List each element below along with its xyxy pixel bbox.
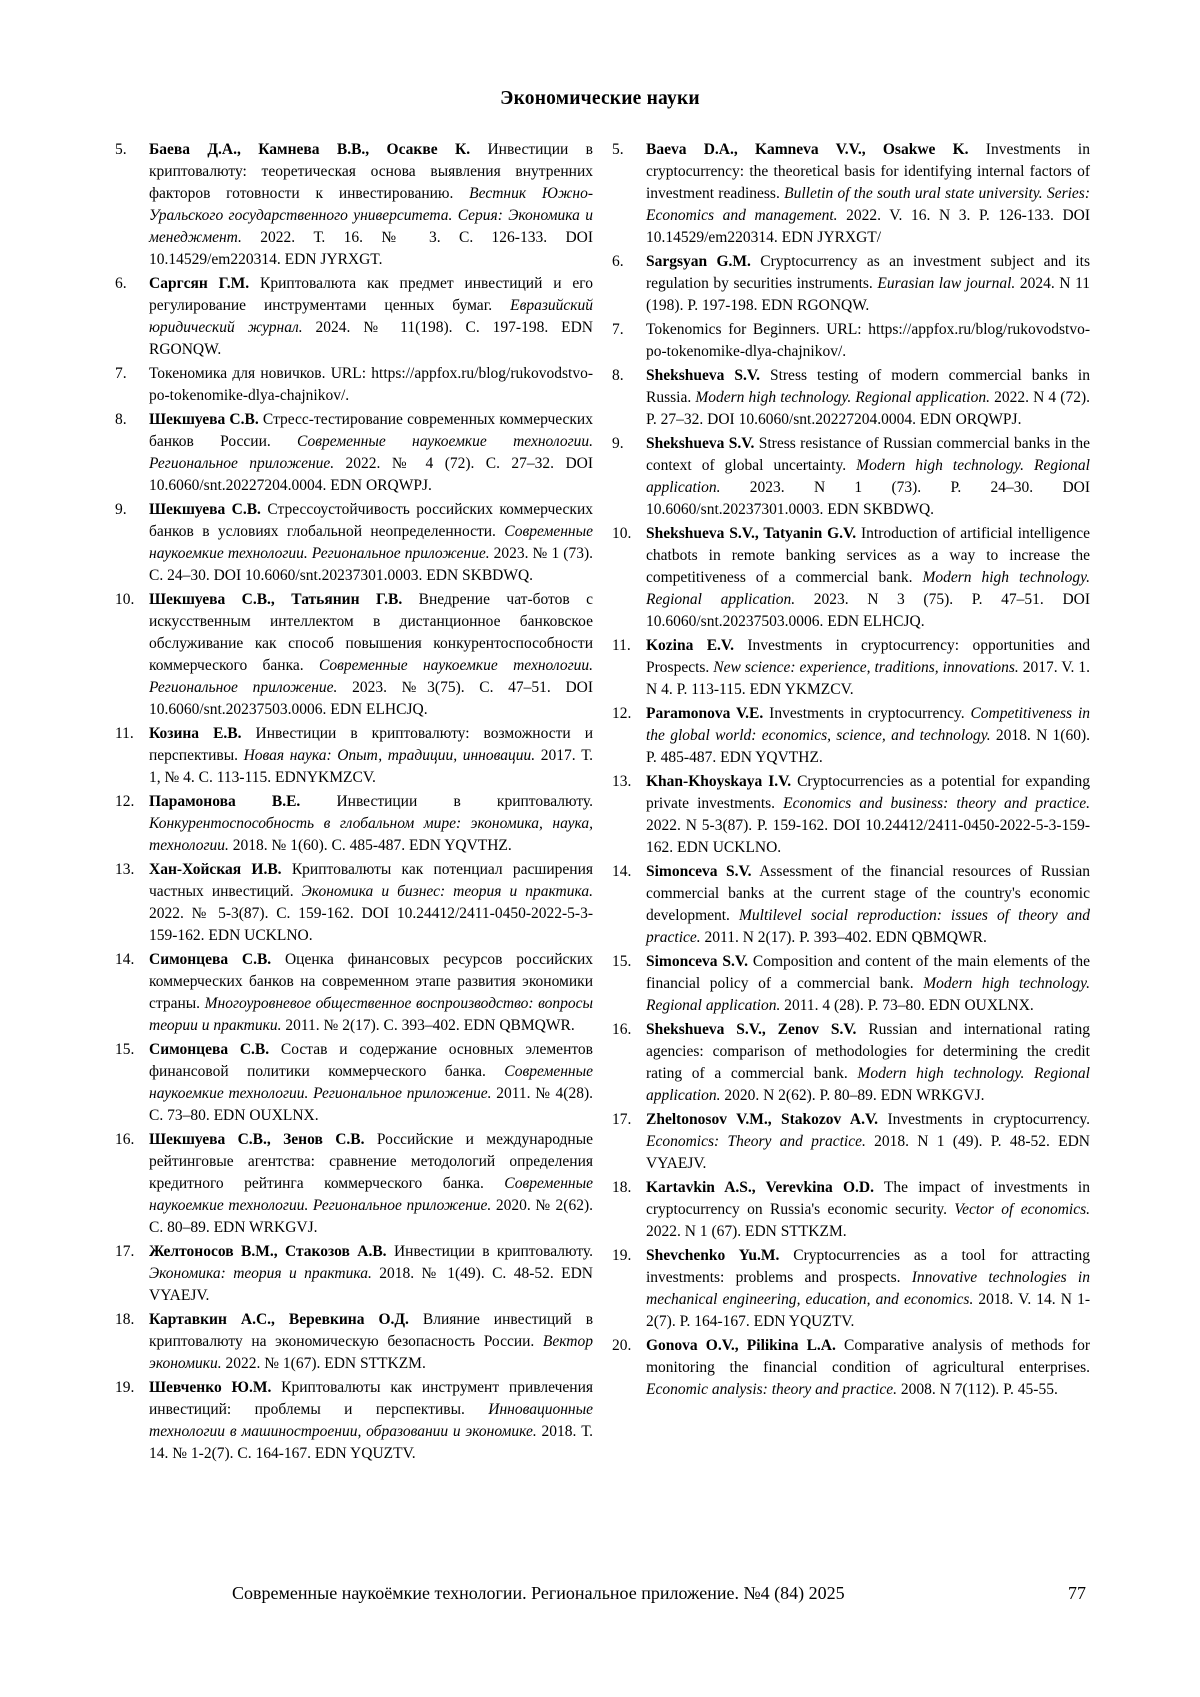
reference-number: 5. bbox=[115, 141, 127, 158]
reference-item bbox=[115, 139, 593, 271]
reference-title: Russian and international rating agencies: comparison of methodologies for determining the credit rating of a commercial bank. bbox=[646, 1021, 1090, 1082]
reference-item bbox=[115, 1377, 593, 1465]
reference-authors: Шекшуева С.В. bbox=[149, 411, 259, 428]
reference-text bbox=[646, 951, 1090, 1017]
reference-source: Современные наукоемкие технологии. Региональное приложение. bbox=[149, 433, 593, 472]
reference-item bbox=[115, 363, 593, 407]
reference-source: Инновационные технологии в машиностроении, образовании и экономике. bbox=[149, 1401, 593, 1440]
reference-source: Modern high technology. Regional application. bbox=[646, 1065, 1090, 1104]
references-english bbox=[612, 139, 1090, 1403]
reference-item bbox=[612, 523, 1090, 633]
section-title: Экономические науки bbox=[500, 88, 700, 109]
reference-details: 2011. 4 (28). P. 73–80. EDN OUXLNX. bbox=[780, 997, 1034, 1014]
reference-item bbox=[612, 1177, 1090, 1243]
reference-item bbox=[115, 949, 593, 1037]
reference-text bbox=[149, 723, 593, 789]
references-russian bbox=[115, 139, 593, 1467]
reference-text bbox=[149, 1039, 593, 1127]
reference-item bbox=[612, 771, 1090, 859]
reference-details: 2022. № 5-3(87). С. 159-162. DOI 10.24412/2411-0450-2022-5-3-159-162. EDN UCKLNO. bbox=[149, 905, 593, 944]
reference-details: 2020. N 2(62). P. 80–89. EDN WRKGVJ. bbox=[720, 1087, 985, 1104]
reference-text bbox=[149, 499, 593, 587]
reference-authors: Парамонова В.Е. bbox=[149, 793, 301, 810]
reference-details: 2011. № 2(17). С. 393–402. EDN QBMQWR. bbox=[281, 1017, 575, 1034]
reference-title: Инвестиции в криптовалюту: теоретическая основа выявления внутренних факторов готовности к инвестированию. bbox=[149, 141, 593, 202]
reference-authors: Gonova O.V., Pilikina L.A. bbox=[646, 1337, 836, 1354]
reference-details: 2022. N 4 (72). P. 27–32. DOI 10.6060/snt.20227204.0004. EDN ORQWPJ. bbox=[646, 389, 1090, 428]
reference-title: Инвестиции в криптовалюту. bbox=[300, 793, 593, 810]
reference-title: Криптовалюта как предмет инвестиций и его регулирование инструментами ценных бумаг. bbox=[149, 275, 593, 314]
reference-number: 17. bbox=[612, 1111, 632, 1128]
reference-details: 2018. N 1 (49). P. 48-52. EDN VYAEJV. bbox=[646, 1133, 1090, 1172]
reference-source: Economics and business: theory and practice. bbox=[783, 795, 1090, 812]
reference-title: Стресс-тестирование современных коммерческих банков России. bbox=[149, 411, 593, 450]
reference-authors: Zheltonosov V.M., Stakozov A.V. bbox=[646, 1111, 879, 1128]
reference-source: Современные наукоемкие технологии. Региональное приложение. bbox=[149, 657, 594, 696]
reference-authors: Simonceva S.V. bbox=[646, 953, 748, 970]
reference-details: 2024. № 11(198). С. 197-198. EDN RGONQW. bbox=[149, 319, 593, 358]
reference-text bbox=[149, 1309, 593, 1375]
reference-item bbox=[612, 139, 1090, 249]
reference-text bbox=[149, 363, 593, 407]
reference-item bbox=[612, 1245, 1090, 1333]
reference-text bbox=[646, 1335, 1090, 1401]
reference-source: Современные наукоемкие технологии. Региональное приложение. bbox=[149, 523, 593, 562]
reference-authors: Simonceva S.V. bbox=[646, 863, 752, 880]
reference-text bbox=[646, 703, 1090, 769]
reference-number: 16. bbox=[612, 1021, 632, 1038]
reference-number: 13. bbox=[115, 861, 135, 878]
reference-title: Состав и содержание основных элементов финансовой политики коммерческого банка. bbox=[149, 1041, 593, 1080]
reference-source: New science: experience, traditions, innovations. bbox=[713, 659, 1019, 676]
reference-number: 9. bbox=[115, 501, 127, 518]
reference-text bbox=[149, 409, 593, 497]
reference-number: 8. bbox=[115, 411, 127, 428]
reference-title: Стрессоустойчивость российских коммерческих банков в условиях глобальной неопределенности. bbox=[149, 501, 593, 540]
reference-details: 2018. № 1(60). С. 485-487. EDN YQVTHZ. bbox=[228, 837, 512, 854]
reference-text bbox=[646, 861, 1090, 949]
reference-details: 2020. № 2(62). С. 80–89. EDN WRKGVJ. bbox=[149, 1197, 593, 1236]
reference-text bbox=[149, 791, 593, 857]
reference-title: Инвестиции в криптовалюту. bbox=[386, 1243, 593, 1260]
reference-authors: Shevchenko Yu.M. bbox=[646, 1247, 780, 1264]
reference-item bbox=[612, 1335, 1090, 1401]
reference-text bbox=[149, 139, 593, 271]
reference-title: Криптовалюты как инструмент привлечения инвестиций: проблемы и перспективы. bbox=[149, 1379, 593, 1418]
reference-text bbox=[646, 1019, 1090, 1107]
reference-item bbox=[115, 409, 593, 497]
reference-text bbox=[646, 139, 1090, 249]
reference-number: 14. bbox=[612, 863, 632, 880]
reference-details: 2022. N 5-3(87). P. 159-162. DOI 10.24412/2411-0450-2022-5-3-159-162. EDN UCKLNO. bbox=[646, 817, 1090, 856]
reference-authors: Paramonova V.E. bbox=[646, 705, 764, 722]
reference-title: Comparative analysis of methods for monitoring the financial condition of agricultural enterprises. bbox=[646, 1337, 1090, 1376]
reference-number: 7. bbox=[612, 321, 624, 338]
reference-authors: Картавкин А.С., Веревкина О.Д. bbox=[149, 1311, 409, 1328]
reference-text bbox=[646, 251, 1090, 317]
journal-name: Современные наукоёмкие технологии. Региональное приложение. №4 (84) 2025 bbox=[232, 1583, 845, 1603]
reference-title: Investments in cryptocurrency. bbox=[763, 705, 971, 722]
reference-item bbox=[115, 1309, 593, 1375]
reference-number: 17. bbox=[115, 1243, 135, 1260]
reference-number: 18. bbox=[115, 1311, 135, 1328]
reference-text bbox=[646, 433, 1090, 521]
reference-number: 15. bbox=[115, 1041, 135, 1058]
reference-authors: Козина Е.В. bbox=[149, 725, 242, 742]
page-number: 77 bbox=[1068, 1583, 1086, 1603]
reference-item bbox=[115, 1039, 593, 1127]
reference-item bbox=[115, 1241, 593, 1307]
reference-text bbox=[149, 859, 593, 947]
reference-item bbox=[612, 1019, 1090, 1107]
reference-details: 2017. Т. 1, № 4. С. 113-115. EDNYKMZCV. bbox=[149, 747, 594, 786]
reference-source: Bulletin of the south ural state university. Series: Economics and management. bbox=[646, 185, 1090, 224]
reference-authors: Shekshueva S.V. bbox=[646, 367, 760, 384]
reference-details: 2018. Т. 14. № 1-2(7). С. 164-167. EDN YQUZTV. bbox=[149, 1423, 593, 1462]
reference-title: Investments in cryptocurrency: the theoretical basis for identifying internal factors of investment readiness. bbox=[646, 141, 1090, 202]
reference-text bbox=[149, 1377, 593, 1465]
reference-title: Оценка финансовых ресурсов российских коммерческих банков на современном этапе развития экономики страны. bbox=[149, 951, 594, 1012]
reference-text bbox=[646, 1177, 1090, 1243]
reference-text bbox=[646, 523, 1090, 633]
reference-title: Stress resistance of Russian commercial banks in the context of global uncertainty. bbox=[646, 435, 1090, 474]
reference-title: Внедрение чат-ботов с искусственным интеллектом в дистанционное банковское обслуживание как способ повышения конкурентоспособности коммерческого банка. bbox=[149, 591, 594, 674]
reference-item bbox=[612, 251, 1090, 317]
reference-details: 2023. № 1 (73). С. 24–30. DOI 10.6060/snt.20237301.0003. EDN SKBDWQ. bbox=[149, 545, 593, 584]
reference-details: 2018. V. 14. N 1-2(7). P. 164-167. EDN YQUZTV. bbox=[646, 1291, 1090, 1330]
reference-number: 12. bbox=[115, 793, 135, 810]
reference-title: Composition and content of the main elements of the financial policy of a commercial bank. bbox=[646, 953, 1090, 992]
reference-number: 15. bbox=[612, 953, 632, 970]
reference-title: Introduction of artificial intelligence chatbots in remote banking services as a way to increase the competitiveness of a commercial bank. bbox=[646, 525, 1090, 586]
reference-authors: Kozina E.V. bbox=[646, 637, 734, 654]
reference-item bbox=[115, 273, 593, 361]
reference-details: 2023. №3(75). С. 47–51. DOI 10.6060/snt.20237503.0006. EDN ELHCJQ. bbox=[149, 679, 593, 718]
reference-text bbox=[149, 949, 593, 1037]
reference-text bbox=[646, 319, 1090, 363]
reference-details: 2022. N 1 (67). EDN STTKZM. bbox=[646, 1223, 847, 1240]
reference-number: 19. bbox=[115, 1379, 135, 1396]
reference-number: 13. bbox=[612, 773, 632, 790]
reference-authors: Shekshueva S.V. bbox=[646, 435, 755, 452]
reference-item bbox=[612, 861, 1090, 949]
reference-text bbox=[646, 1109, 1090, 1175]
reference-details: 2023. N 1 (73). P. 24–30. DOI 10.6060/snt.20237301.0003. EDN SKBDWQ. bbox=[646, 479, 1090, 518]
reference-title: The impact of investments in cryptocurrency on Russia's economic security. bbox=[646, 1179, 1090, 1218]
reference-text bbox=[149, 589, 593, 721]
reference-number: 10. bbox=[115, 591, 135, 608]
reference-title: Assessment of the financial resources of Russian commercial banks at the current stage of the country's economic development. bbox=[646, 863, 1090, 924]
reference-number: 16. bbox=[115, 1131, 135, 1148]
reference-title: Cryptocurrency as an investment subject and its regulation by securities instruments. bbox=[646, 253, 1090, 292]
reference-authors: Шекшуева С.В. bbox=[149, 501, 261, 518]
reference-item bbox=[115, 723, 593, 789]
reference-title: Инвестиции в криптовалюту: возможности и перспективы. bbox=[149, 725, 593, 764]
reference-item bbox=[612, 365, 1090, 431]
reference-item bbox=[612, 951, 1090, 1017]
reference-item bbox=[115, 589, 593, 721]
reference-number: 19. bbox=[612, 1247, 632, 1264]
reference-authors: Саргсян Г.М. bbox=[149, 275, 250, 292]
reference-title: Влияние инвестиций в криптовалюту на экономическую безопасность России. bbox=[149, 1311, 594, 1350]
reference-source: Новая наука: Опыт, традиции, инновации. bbox=[243, 747, 536, 764]
reference-source: Modern high technology. Regional application. bbox=[646, 569, 1090, 608]
reference-number: 11. bbox=[612, 637, 631, 654]
reference-details: 2018. N 1(60). P. 485-487. EDN YQVTHZ. bbox=[646, 727, 1090, 766]
reference-text bbox=[149, 1241, 593, 1307]
reference-details: 2023. N 3 (75). P. 47–51. DOI 10.6060/snt.20237503.0006. EDN ELHCJQ. bbox=[646, 591, 1090, 630]
reference-number: 6. bbox=[115, 275, 127, 292]
reference-number: 14. bbox=[115, 951, 135, 968]
reference-authors: Симонцева С.В. bbox=[149, 951, 272, 968]
reference-details: 2018. № 1(49). С. 48-52. EDN VYAEJV. bbox=[149, 1265, 593, 1304]
reference-source: Современные наукоемкие технологии. Региональное приложение. bbox=[149, 1175, 593, 1214]
reference-number: 7. bbox=[115, 365, 127, 382]
reference-source: Innovative technologies in mechanical engineering, education, and economics. bbox=[646, 1269, 1090, 1308]
reference-title: Cryptocurrencies as a potential for expanding private investments. bbox=[646, 773, 1090, 812]
reference-source: Современные наукоемкие технологии. Региональное приложение. bbox=[149, 1063, 593, 1102]
reference-source: Евразийский юридический журнал. bbox=[149, 297, 593, 336]
reference-authors: Шекшуева С.В., Зенов С.В. bbox=[149, 1131, 365, 1148]
reference-item bbox=[612, 1109, 1090, 1175]
reference-source: Modern high technology. Regional application. bbox=[695, 389, 990, 406]
reference-item bbox=[612, 433, 1090, 521]
reference-number: 8. bbox=[612, 367, 624, 384]
reference-title: Stress testing of modern commercial banks in Russia. bbox=[646, 367, 1090, 406]
reference-source: Экономика и бизнес: теория и практика. bbox=[301, 883, 593, 900]
reference-details: 2022. № 4 (72). С. 27–32. DOI 10.6060/snt.20227204.0004. EDN ORQWPJ. bbox=[149, 455, 593, 494]
reference-text bbox=[646, 635, 1090, 701]
reference-source: Competitiveness in the global world: economics, science, and technology. bbox=[646, 705, 1091, 744]
reference-source: Конкурентоспособность в глобальном мире: экономика, наука, технологии. bbox=[149, 815, 593, 854]
reference-number: 12. bbox=[612, 705, 632, 722]
reference-authors: Хан-Хойская И.В. bbox=[149, 861, 282, 878]
reference-item bbox=[115, 859, 593, 947]
reference-title: Cryptocurrencies as a tool for attracting investments: problems and prospects. bbox=[646, 1247, 1090, 1286]
reference-authors: Khan-Khoyskaya I.V. bbox=[646, 773, 792, 790]
reference-title: Российские и международные рейтинговые агентства: сравнение методологий определения кредитного рейтинга коммерческого банка. bbox=[149, 1131, 593, 1192]
reference-authors: Sargsyan G.M. bbox=[646, 253, 751, 270]
reference-source: Многоуровневое общественное воспроизводство: вопросы теории и практики. bbox=[149, 995, 594, 1034]
reference-details: 2022. № 1(67). EDN STTKZM. bbox=[221, 1355, 426, 1372]
reference-source: Economic analysis: theory and practice. bbox=[646, 1381, 897, 1398]
reference-item bbox=[612, 635, 1090, 701]
reference-number: 6. bbox=[612, 253, 624, 270]
reference-title: Tokenomics for Beginners. URL: https://appfox.ru/blog/rukovodstvo-po-tokenomike-dlya-chajnikov/. bbox=[646, 321, 1090, 360]
reference-source: Modern high technology. Regional application. bbox=[646, 457, 1090, 496]
reference-authors: Симонцева С.В. bbox=[149, 1041, 270, 1058]
reference-authors: Шекшуева С.В., Татьянин Г.В. bbox=[149, 591, 403, 608]
reference-title: Investments in cryptocurrency: opportunities and Prospects. bbox=[646, 637, 1090, 676]
reference-details: 2024. N 11 (198). P. 197-198. EDN RGONQW. bbox=[646, 275, 1090, 314]
reference-text bbox=[646, 365, 1090, 431]
reference-title: Токеномика для новичков. URL: https://appfox.ru/blog/rukovodstvo-po-tokenomike-dlya-chajnikov/. bbox=[149, 365, 593, 404]
reference-number: 9. bbox=[612, 435, 624, 452]
reference-authors: Баева Д.А., Камнева В.В., Осакве К. bbox=[149, 141, 471, 158]
reference-title: Investments in cryptocurrency. bbox=[878, 1111, 1090, 1128]
reference-text bbox=[646, 1245, 1090, 1333]
reference-number: 18. bbox=[612, 1179, 632, 1196]
reference-number: 11. bbox=[115, 725, 134, 742]
reference-item bbox=[115, 499, 593, 587]
reference-authors: Шевченко Ю.М. bbox=[149, 1379, 272, 1396]
reference-authors: Baeva D.A., Kamneva V.V., Osakwe K. bbox=[646, 141, 969, 158]
reference-number: 10. bbox=[612, 525, 632, 542]
reference-source: Vector of economics. bbox=[954, 1201, 1090, 1218]
reference-details: 2022. V. 16. N 3. P. 126-133. DOI 10.14529/em220314. EDN JYRXGT/ bbox=[646, 207, 1090, 246]
reference-text bbox=[149, 273, 593, 361]
reference-authors: Kartavkin A.S., Verevkina O.D. bbox=[646, 1179, 874, 1196]
reference-item bbox=[612, 703, 1090, 769]
reference-source: Multilevel social reproduction: issues of theory and practice. bbox=[646, 907, 1090, 946]
reference-authors: Shekshueva S.V., Zenov S.V. bbox=[646, 1021, 857, 1038]
reference-source: Вестник Южно-Уральского государственного университета. Серия: Экономика и менеджмент. bbox=[149, 185, 593, 246]
reference-details: 2011. № 4(28). С. 73–80. EDN OUXLNX. bbox=[149, 1085, 594, 1124]
reference-authors: Желтоносов В.М., Стакозов А.В. bbox=[149, 1243, 387, 1260]
reference-item bbox=[612, 319, 1090, 363]
reference-number: 5. bbox=[612, 141, 624, 158]
reference-details: 2011. N 2(17). P. 393–402. EDN QBMQWR. bbox=[700, 929, 987, 946]
reference-details: 2017. V. 1. N 4. P. 113-115. EDN YKMZCV. bbox=[646, 659, 1090, 698]
reference-source: Economics: Theory and practice. bbox=[646, 1133, 866, 1150]
reference-source: Экономика: теория и практика. bbox=[149, 1265, 372, 1282]
reference-item bbox=[115, 1129, 593, 1239]
reference-text bbox=[646, 771, 1090, 859]
reference-source: Eurasian law journal. bbox=[877, 275, 1016, 292]
reference-number: 20. bbox=[612, 1337, 632, 1354]
reference-title: Криптовалюты как потенциал расширения частных инвестиций. bbox=[149, 861, 593, 900]
reference-details: 2008. N 7(112). P. 45-55. bbox=[896, 1381, 1058, 1398]
reference-text bbox=[149, 1129, 593, 1239]
reference-source: Вектор экономики. bbox=[149, 1333, 593, 1372]
reference-item bbox=[115, 791, 593, 857]
reference-details: 2022. Т. 16. № 3. С. 126-133. DOI 10.14529/em220314. EDN JYRXGT. bbox=[149, 229, 593, 268]
reference-source: Modern high technology. Regional application. bbox=[646, 975, 1090, 1014]
reference-authors: Shekshueva S.V., Tatyanin G.V. bbox=[646, 525, 857, 542]
